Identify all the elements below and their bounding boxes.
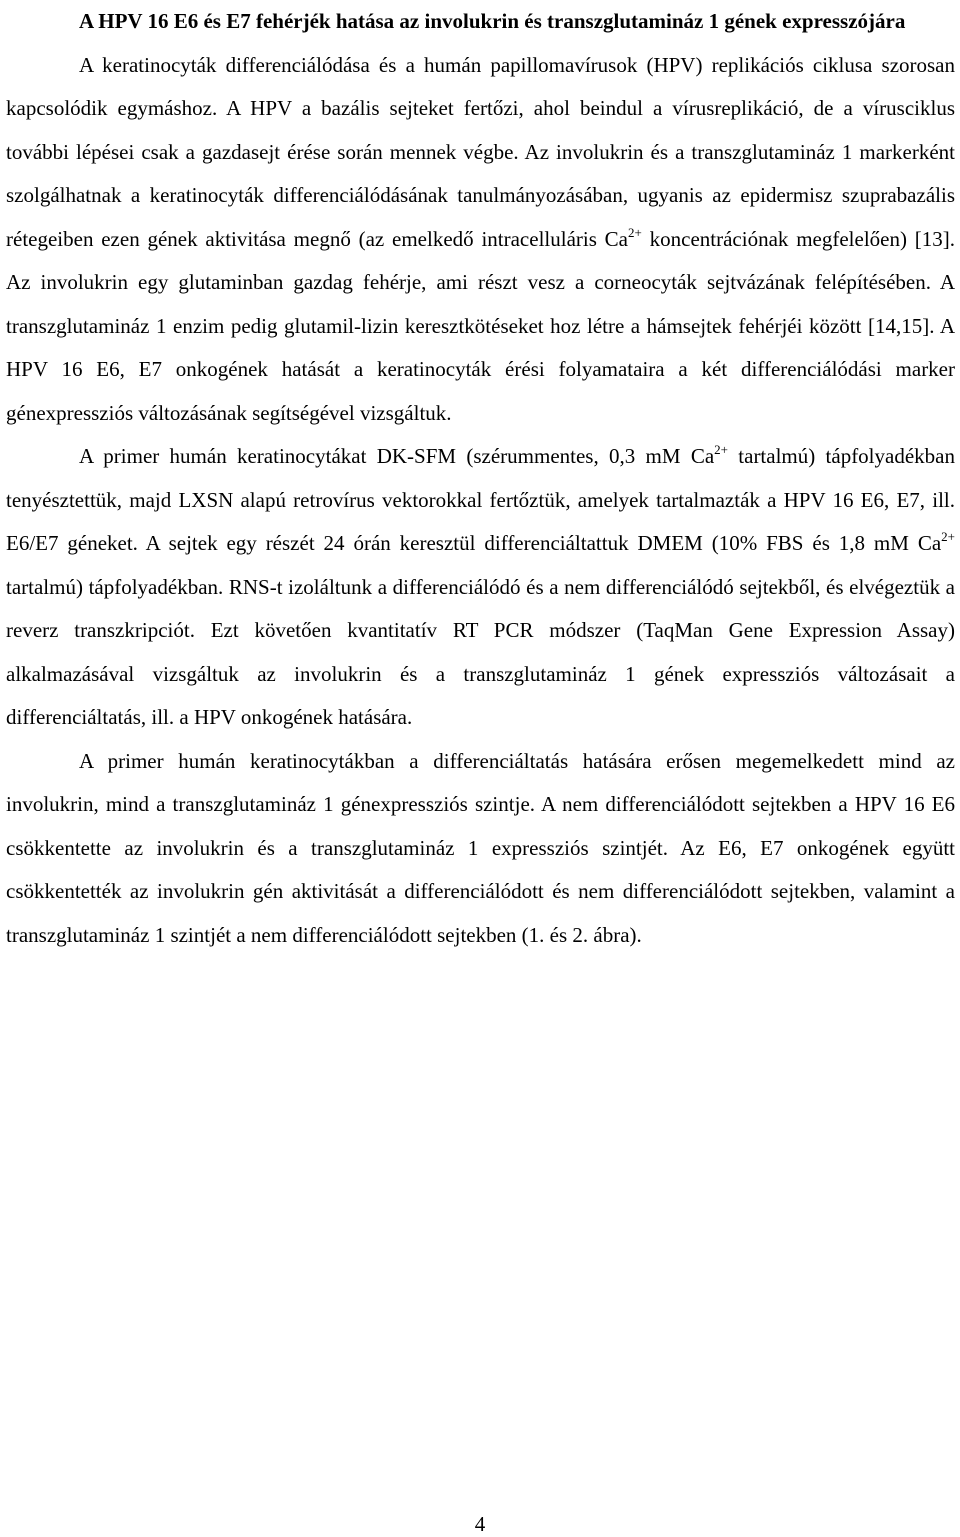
- paragraph-1: [6, 44, 955, 436]
- superscript-ca-charge: 2+: [941, 529, 955, 544]
- document-page: [6, 0, 955, 957]
- paragraph-2-text-c: tartalmú) tápfolyadékban. RNS-t izoláltunk a differenciálódó és a nem differenciálódó sejtekből, és elvégeztük a reverz transzkripciót. Ezt követően kvantitatív RT PCR módszer (TaqMan Gene Expression Assay) alkalmazásával vizsgáltuk az involukrin és a transzglutamináz 1 gének expressziós változásait a differenciáltatás, ill. a HPV onkogének hatására.: [6, 574, 955, 729]
- paragraph-2: [6, 435, 955, 740]
- page-number: 4: [474, 1512, 486, 1536]
- paragraph-1-text-a: A keratinocyták differenciálódása és a humán papillomavírusok (HPV) replikációs ciklusa szorosan kapcsolódik egymáshoz. A HPV a bazális sejteket fertőzi, ahol beindul a vírusreplikáció, de a vírusciklus további lépései csak a gazdasejt érése során mennek végbe. Az involukrin és a transzglutamináz 1 markerként szolgálhatnak a keratinocyták differenciálódásának tanulmányozásában, ugyanis az epidermisz szuprabazális rétegeiben ezen gének aktivitása megnő (az emelkedő intracelluláris Ca: [6, 52, 955, 251]
- paragraph-3: A primer humán keratinocytákban a differenciáltatás hatására erősen megemelkedett mind az involukrin, mind a transzglutamináz 1 génexpressziós szintje. A nem differenciálódott sejtekben a HPV 16 E6 csökkentette az involukrin és a transzglutamináz 1 expressziós szintjét. Az E6, E7 onkogének együtt csökkentették az involukrin gén aktivitását a differenciálódott és nem differenciálódott sejtekben, valamint a transzglutamináz 1 szintjét a nem differenciálódott sejtekben (1. és 2. ábra).: [6, 748, 955, 947]
- paragraph-2-text-a: A primer humán keratinocytákat DK-SFM (szérummentes, 0,3 mM Ca: [79, 444, 715, 468]
- superscript-ca-charge: 2+: [628, 224, 642, 240]
- paragraph-2-text-b: tartalmú) tápfolyadékban tenyésztettük, majd LXSN alapú retrovírus vektorokkal fertőztük, amelyek tartalmazták a HPV 16 E6, E7, ill. E6/E7 géneket. A sejtek egy részét 24 órán keresztül differenciáltattuk DMEM (10% FBS és 1,8 mM Ca: [6, 444, 955, 555]
- section-heading: A HPV 16 E6 és E7 fehérjék hatása az involukrin és transzglutamináz 1 gének expresszójára: [79, 9, 906, 33]
- paragraph-1-text-b: koncentrációnak megfelelően) [13]. Az involukrin egy glutaminban gazdag fehérje, ami részt vesz a corneocyták sejtvázának felépítésében. A transzglutamináz 1 enzim pedig glutamil-lizin keresztkötéseket hoz létre a hámsejtek fehérjéi között [14,15]. A HPV 16 E6, E7 onkogének hatását a keratinocyták érési folyamataira a két differenciálódási marker génexpressziós változásának segítségével vizsgáltuk.: [6, 226, 955, 425]
- superscript-ca-charge: 2+: [714, 442, 728, 457]
